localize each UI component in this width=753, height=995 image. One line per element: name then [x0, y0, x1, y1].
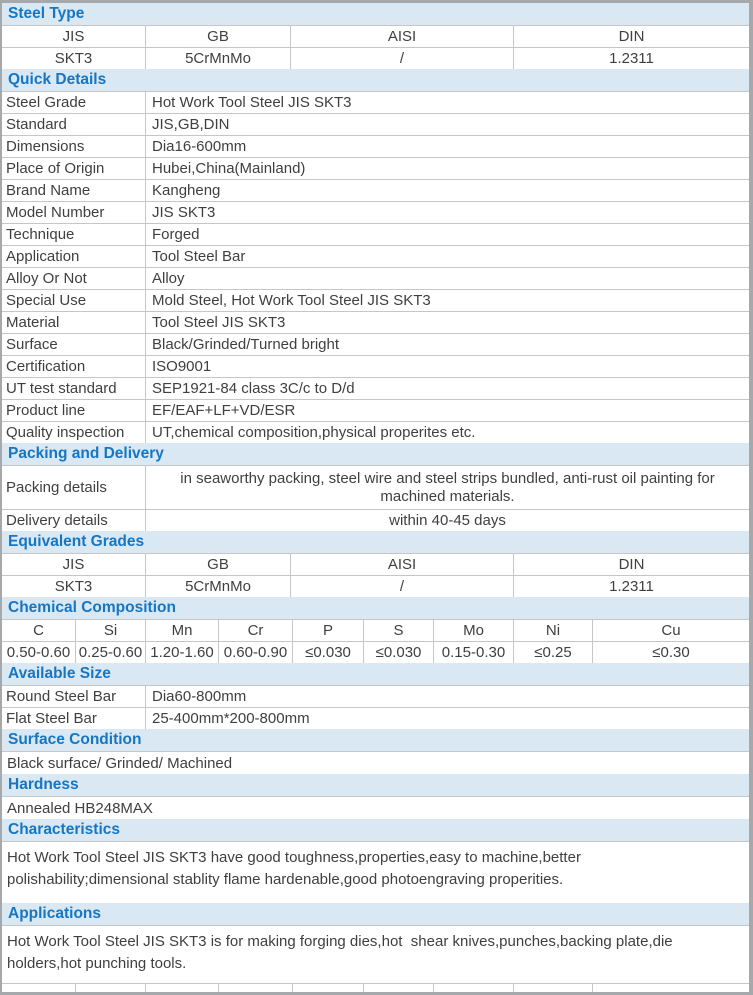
chemical-value-cell: ≤0.030	[363, 642, 433, 663]
section-title-applications: Applications	[8, 905, 102, 922]
applications-text: Hot Work Tool Steel JIS SKT3 is for making forging dies,hot shear knives,punches,backing plate,die holders,hot punching tools.	[2, 925, 749, 976]
section-header-surface-condition	[2, 729, 749, 751]
grades-column-header: AISI	[290, 554, 513, 575]
grades-header-row	[2, 553, 749, 575]
grades-value-row	[2, 47, 749, 69]
section-header-quick-details	[2, 69, 749, 91]
partial-empty-cell	[363, 984, 433, 992]
spec-row-label: Alloy Or Not	[6, 269, 87, 287]
spec-row-label: Place of Origin	[6, 159, 105, 177]
equivalent-grades-table	[2, 553, 749, 597]
spec-row-label: Steel Grade	[6, 93, 87, 111]
chemical-element-header: Mo	[433, 620, 513, 641]
spec-row	[2, 157, 749, 179]
spec-row	[2, 267, 749, 289]
spec-row-value: JIS,GB,DIN	[145, 114, 749, 135]
chemical-element-header: C	[33, 621, 44, 639]
chemical-element-header: Ni	[513, 620, 592, 641]
spec-row	[2, 289, 749, 311]
next-table-partial-row	[2, 983, 749, 992]
spec-row	[2, 509, 749, 531]
chemical-value-cell: 0.50-0.60	[6, 643, 71, 661]
section-header-hardness	[2, 774, 749, 796]
spec-row-label: Delivery details	[6, 511, 108, 529]
chemical-value-row	[2, 641, 749, 663]
steel-type-grades-table	[2, 25, 749, 69]
section-title-available-size: Available Size	[8, 665, 111, 682]
spec-row	[2, 333, 749, 355]
section-title-hardness: Hardness	[8, 776, 79, 793]
section-title-steel-type: Steel Type	[8, 5, 85, 22]
grades-column-header: DIN	[513, 26, 749, 47]
spec-row	[2, 707, 749, 729]
spec-row	[2, 355, 749, 377]
spec-row-label: Round Steel Bar	[6, 687, 117, 705]
spec-row-label: Brand Name	[6, 181, 91, 199]
section-title-characteristics: Characteristics	[8, 821, 121, 838]
spec-row-value: Alloy	[145, 268, 749, 289]
spec-row-value: UT,chemical composition,physical properites etc.	[145, 422, 749, 443]
chemical-element-header: P	[292, 620, 363, 641]
section-title-quick-details: Quick Details	[8, 71, 107, 88]
hardness-text: Annealed HB248MAX	[2, 796, 749, 819]
spec-row	[2, 421, 749, 443]
section-title-packing-delivery: Packing and Delivery	[8, 445, 164, 462]
surface-condition-text: Black surface/ Grinded/ Machined	[2, 751, 749, 774]
spec-row-value: SEP1921-84 class 3C/c to D/d	[145, 378, 749, 399]
grades-value-cell: SKT3	[54, 577, 93, 595]
chemical-element-header: Si	[75, 620, 145, 641]
spec-row-label: Standard	[6, 115, 67, 133]
grades-value-row	[2, 575, 749, 597]
spec-row	[2, 245, 749, 267]
spec-row	[2, 465, 749, 509]
section-header-available-size	[2, 663, 749, 685]
grades-column-header: JIS	[62, 27, 85, 45]
spec-row	[2, 135, 749, 157]
grades-header-row	[2, 25, 749, 47]
chemical-value-cell: ≤0.25	[513, 642, 592, 663]
spec-row	[2, 685, 749, 707]
spec-row-value: within 40-45 days	[145, 510, 749, 531]
spec-row-value: Black/Grinded/Turned bright	[145, 334, 749, 355]
section-header-steel-type	[2, 3, 749, 25]
spec-row-value: JIS SKT3	[145, 202, 749, 223]
grades-value-cell: 5CrMnMo	[145, 48, 290, 69]
partial-empty-cell	[75, 984, 145, 992]
spec-row-label: Flat Steel Bar	[6, 709, 97, 727]
partial-empty-cell	[292, 984, 363, 992]
section-header-applications	[2, 903, 749, 925]
grades-value-cell: 1.2311	[513, 48, 749, 69]
spec-row-label: Product line	[6, 401, 86, 419]
grades-value-cell: /	[290, 48, 513, 69]
chemical-composition-table	[2, 619, 749, 663]
grades-value-cell: 1.2311	[513, 576, 749, 597]
grades-column-header: DIN	[513, 554, 749, 575]
spec-row-value: Dia16-600mm	[145, 136, 749, 157]
grades-column-header: GB	[145, 26, 290, 47]
grades-column-header: JIS	[62, 555, 85, 573]
quick-details-table	[2, 91, 749, 443]
grades-column-header: AISI	[290, 26, 513, 47]
spec-row-value: Tool Steel JIS SKT3	[145, 312, 749, 333]
section-header-packing-delivery	[2, 443, 749, 465]
grades-column-header: GB	[145, 554, 290, 575]
section-header-characteristics	[2, 819, 749, 841]
spec-row-label: Certification	[6, 357, 86, 375]
spec-row-value: ISO9001	[145, 356, 749, 377]
section-title-chemical-composition: Chemical Composition	[8, 599, 176, 616]
spec-row-value: Hubei,China(Mainland)	[145, 158, 749, 179]
chemical-value-cell: ≤0.30	[592, 642, 749, 663]
spec-row-value: Kangheng	[145, 180, 749, 201]
spec-row-value: Tool Steel Bar	[145, 246, 749, 267]
chemical-element-header: Mn	[145, 620, 218, 641]
chemical-value-cell: ≤0.030	[292, 642, 363, 663]
partial-empty-cell	[218, 984, 292, 992]
spacer	[2, 976, 749, 983]
partial-empty-cell	[433, 984, 513, 992]
chemical-value-cell: 0.15-0.30	[433, 642, 513, 663]
packing-delivery-table	[2, 465, 749, 531]
spec-row-label: Packing details	[6, 478, 107, 496]
section-title-equivalent-grades: Equivalent Grades	[8, 533, 145, 550]
partial-empty-cell	[145, 984, 218, 992]
section-header-equivalent-grades	[2, 531, 749, 553]
partial-empty-cell	[592, 984, 749, 992]
spec-row-value: EF/EAF+LF+VD/ESR	[145, 400, 749, 421]
spec-row-value: Hot Work Tool Steel JIS SKT3	[145, 92, 749, 113]
grades-value-cell: SKT3	[54, 49, 93, 67]
spec-row	[2, 179, 749, 201]
spec-row	[2, 311, 749, 333]
partial-empty-cell	[2, 984, 75, 992]
spec-row	[2, 377, 749, 399]
spec-row-value: Mold Steel, Hot Work Tool Steel JIS SKT3	[145, 290, 749, 311]
spec-row	[2, 399, 749, 421]
spec-row-label: Quality inspection	[6, 423, 125, 441]
spec-row-label: Dimensions	[6, 137, 85, 155]
grades-value-cell: /	[290, 576, 513, 597]
spec-row-label: Technique	[6, 225, 75, 243]
chemical-element-header: Cr	[218, 620, 292, 641]
spec-row-value: Dia60-800mm	[145, 686, 749, 707]
spec-row-label: Special Use	[6, 291, 87, 309]
chemical-element-header: Cu	[592, 620, 749, 641]
spec-row-label: Model Number	[6, 203, 105, 221]
spec-row-value: Forged	[145, 224, 749, 245]
spec-row-label: Surface	[6, 335, 58, 353]
section-header-chemical-composition	[2, 597, 749, 619]
chemical-value-cell: 1.20-1.60	[145, 642, 218, 663]
spec-row-label: Material	[6, 313, 60, 331]
spec-row-label: Application	[6, 247, 80, 265]
chemical-value-cell: 0.25-0.60	[75, 642, 145, 663]
chemical-element-header: S	[363, 620, 433, 641]
spec-row-value: 25-400mm*200-800mm	[145, 708, 749, 729]
spec-row	[2, 201, 749, 223]
available-size-table	[2, 685, 749, 729]
grades-value-cell: 5CrMnMo	[145, 576, 290, 597]
spec-row	[2, 91, 749, 113]
spec-row-label: UT test standard	[6, 379, 117, 397]
spec-row	[2, 113, 749, 135]
spec-row-value: in seaworthy packing, steel wire and steel strips bundled, anti-rust oil painting for machined materials.	[145, 466, 749, 509]
chemical-element-row	[2, 619, 749, 641]
section-title-surface-condition: Surface Condition	[8, 731, 142, 748]
partial-empty-cell	[513, 984, 592, 992]
spec-row	[2, 223, 749, 245]
characteristics-text: Hot Work Tool Steel JIS SKT3 have good toughness,properties,easy to machine,better polishability;dimensional stablity flame hardenable,good photoengraving properities.	[2, 841, 749, 897]
chemical-value-cell: 0.60-0.90	[218, 642, 292, 663]
